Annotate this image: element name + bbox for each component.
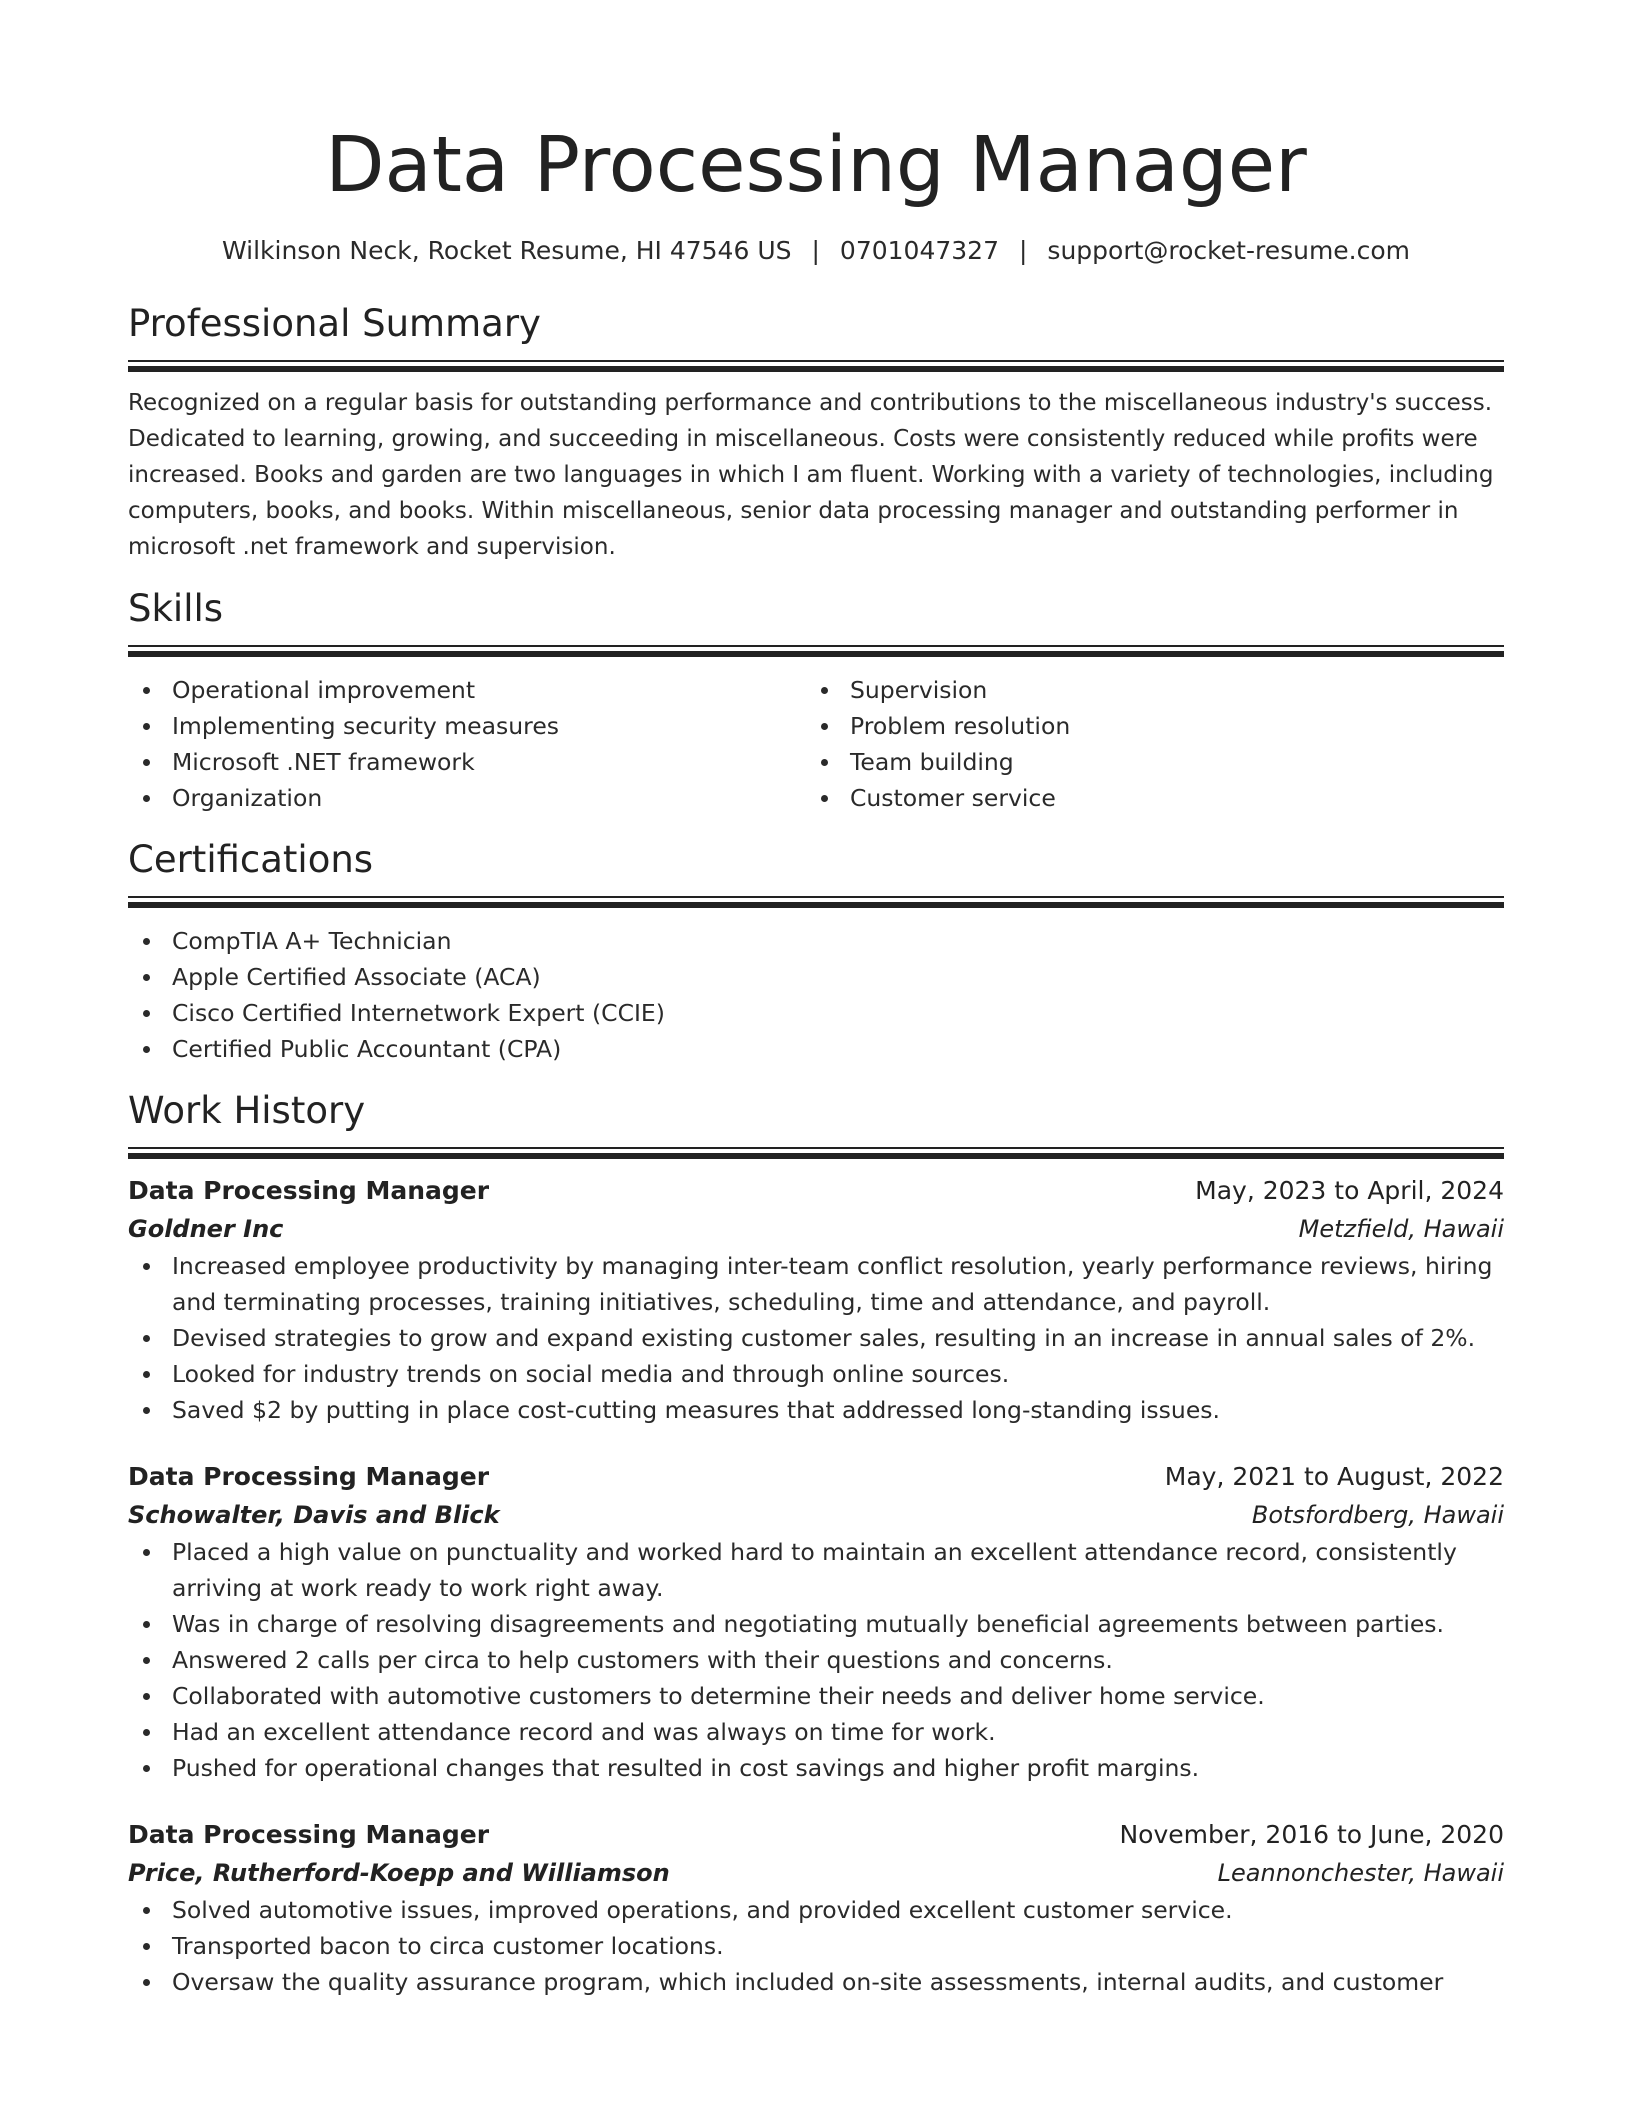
- section-heading-summary: Professional Summary: [128, 302, 541, 345]
- skill-item: Implementing security measures: [128, 708, 806, 744]
- job-dates: May, 2023 to April, 2024: [1195, 1176, 1504, 1205]
- section-divider: [128, 645, 1504, 656]
- job-subheader: [128, 1854, 1504, 1892]
- job-bullet: Placed a high value on punctuality and worked hard to maintain an excellent attendance record, consistently arriving at work ready to work right away.: [128, 1534, 1504, 1606]
- job-dates: May, 2021 to August, 2022: [1164, 1462, 1504, 1491]
- job-bullet: Oversaw the quality assurance program, which included on-site assessments, internal audits, and customer: [128, 1964, 1504, 2000]
- job-bullet: Pushed for operational changes that resulted in cost savings and higher profit margins.: [128, 1750, 1504, 1786]
- job-bullets: [128, 1534, 1504, 1786]
- job-bullet: Increased employee productivity by managing inter-team conflict resolution, yearly performance reviews, hiring and terminating processes, training initiatives, scheduling, time and attendance, and payroll.: [128, 1248, 1504, 1320]
- job-bullet: Transported bacon to circa customer locations.: [128, 1928, 1504, 1964]
- skills-column-right: [806, 672, 1484, 816]
- job-bullets: [128, 1892, 1504, 2000]
- job-title: Data Processing Manager: [128, 1820, 490, 1849]
- section-divider: [128, 360, 1504, 371]
- skill-item: Supervision: [806, 672, 1484, 708]
- job-bullets: [128, 1248, 1504, 1428]
- job-bullet: Devised strategies to grow and expand existing customer sales, resulting in an increase in annual sales of 2%.: [128, 1320, 1504, 1356]
- section-heading-work-history: Work History: [128, 1089, 366, 1132]
- section-heading-skills: Skills: [128, 587, 224, 630]
- contact-separator: |: [811, 236, 820, 265]
- job-bullet: Solved automotive issues, improved operations, and provided excellent customer service.: [128, 1892, 1504, 1928]
- job-subheader: [128, 1496, 1504, 1534]
- skills-column-left: [128, 672, 806, 816]
- job-title: Data Processing Manager: [128, 1176, 490, 1205]
- skill-item: Microsoft .NET framework: [128, 744, 806, 780]
- section-divider: [128, 1147, 1504, 1158]
- contact-line: [128, 234, 1504, 268]
- resume-page: [128, 0, 1504, 2000]
- skill-item: Customer service: [806, 780, 1484, 816]
- job-location: Metzfield, Hawaii: [1298, 1215, 1504, 1243]
- skills-section: [128, 585, 1504, 816]
- job-entry: [128, 1458, 1504, 1786]
- job-location: Leannonchester, Hawaii: [1217, 1859, 1504, 1887]
- job-entry: [128, 1816, 1504, 2000]
- skill-item: Problem resolution: [806, 708, 1484, 744]
- job-company: Goldner Inc: [128, 1215, 284, 1243]
- skill-item: Organization: [128, 780, 806, 816]
- job-entry: [128, 1172, 1504, 1428]
- skill-item: Team building: [806, 744, 1484, 780]
- contact-address: Wilkinson Neck, Rocket Resume, HI 47546 US: [221, 236, 792, 265]
- certification-item: CompTIA A+ Technician: [128, 923, 1504, 959]
- job-dates: November, 2016 to June, 2020: [1119, 1820, 1504, 1849]
- certification-item: Certified Public Accountant (CPA): [128, 1031, 1504, 1067]
- certifications-list: [128, 923, 1504, 1067]
- job-title: Data Processing Manager: [128, 1462, 490, 1491]
- job-header: [128, 1458, 1504, 1496]
- job-header: [128, 1816, 1504, 1854]
- certification-item: Apple Certified Associate (ACA): [128, 959, 1504, 995]
- job-bullet: Saved $2 by putting in place cost-cutting measures that addressed long-standing issues.: [128, 1392, 1504, 1428]
- certification-item: Cisco Certified Internetwork Expert (CCIE): [128, 995, 1504, 1031]
- job-company: Schowalter, Davis and Blick: [128, 1501, 500, 1529]
- work-history-section: [128, 1087, 1504, 2000]
- skills-grid: [128, 672, 1504, 816]
- contact-email: support@rocket-resume.com: [1047, 236, 1411, 265]
- section-heading-certifications: Certifications: [128, 838, 374, 881]
- contact-phone: 0701047327: [839, 236, 999, 265]
- contact-separator: |: [1018, 236, 1028, 265]
- summary-text: Recognized on a regular basis for outstanding performance and contributions to the miscellaneous industry's success. Dedicated to learning, growing, and succeeding in miscellaneous. Costs were consistently reduced while profits were increased. Books and garden are two languages in which I am fluent. Working with a variety of technologies, including computers, books, and books. Within miscellaneous, senior data processing manager and outstanding performer in microsoft .net framework and supervision.: [128, 390, 1494, 560]
- job-location: Botsfordberg, Hawaii: [1251, 1501, 1504, 1529]
- job-bullet: Was in charge of resolving disagreements and negotiating mutually beneficial agreements between parties.: [128, 1606, 1504, 1642]
- job-bullet: Collaborated with automotive customers to determine their needs and deliver home service.: [128, 1678, 1504, 1714]
- job-subheader: [128, 1210, 1504, 1248]
- summary-section: [128, 300, 1504, 565]
- job-bullet: Had an excellent attendance record and was always on time for work.: [128, 1714, 1504, 1750]
- job-company: Price, Rutherford-Koepp and Williamson: [128, 1859, 670, 1887]
- skill-item: Operational improvement: [128, 672, 806, 708]
- section-divider: [128, 896, 1504, 907]
- certifications-section: [128, 836, 1504, 1067]
- job-bullet: Answered 2 calls per circa to help customers with their questions and concerns.: [128, 1642, 1504, 1678]
- job-header: [128, 1172, 1504, 1210]
- resume-title: Data Processing Manager: [325, 121, 1307, 210]
- job-bullet: Looked for industry trends on social media and through online sources.: [128, 1356, 1504, 1392]
